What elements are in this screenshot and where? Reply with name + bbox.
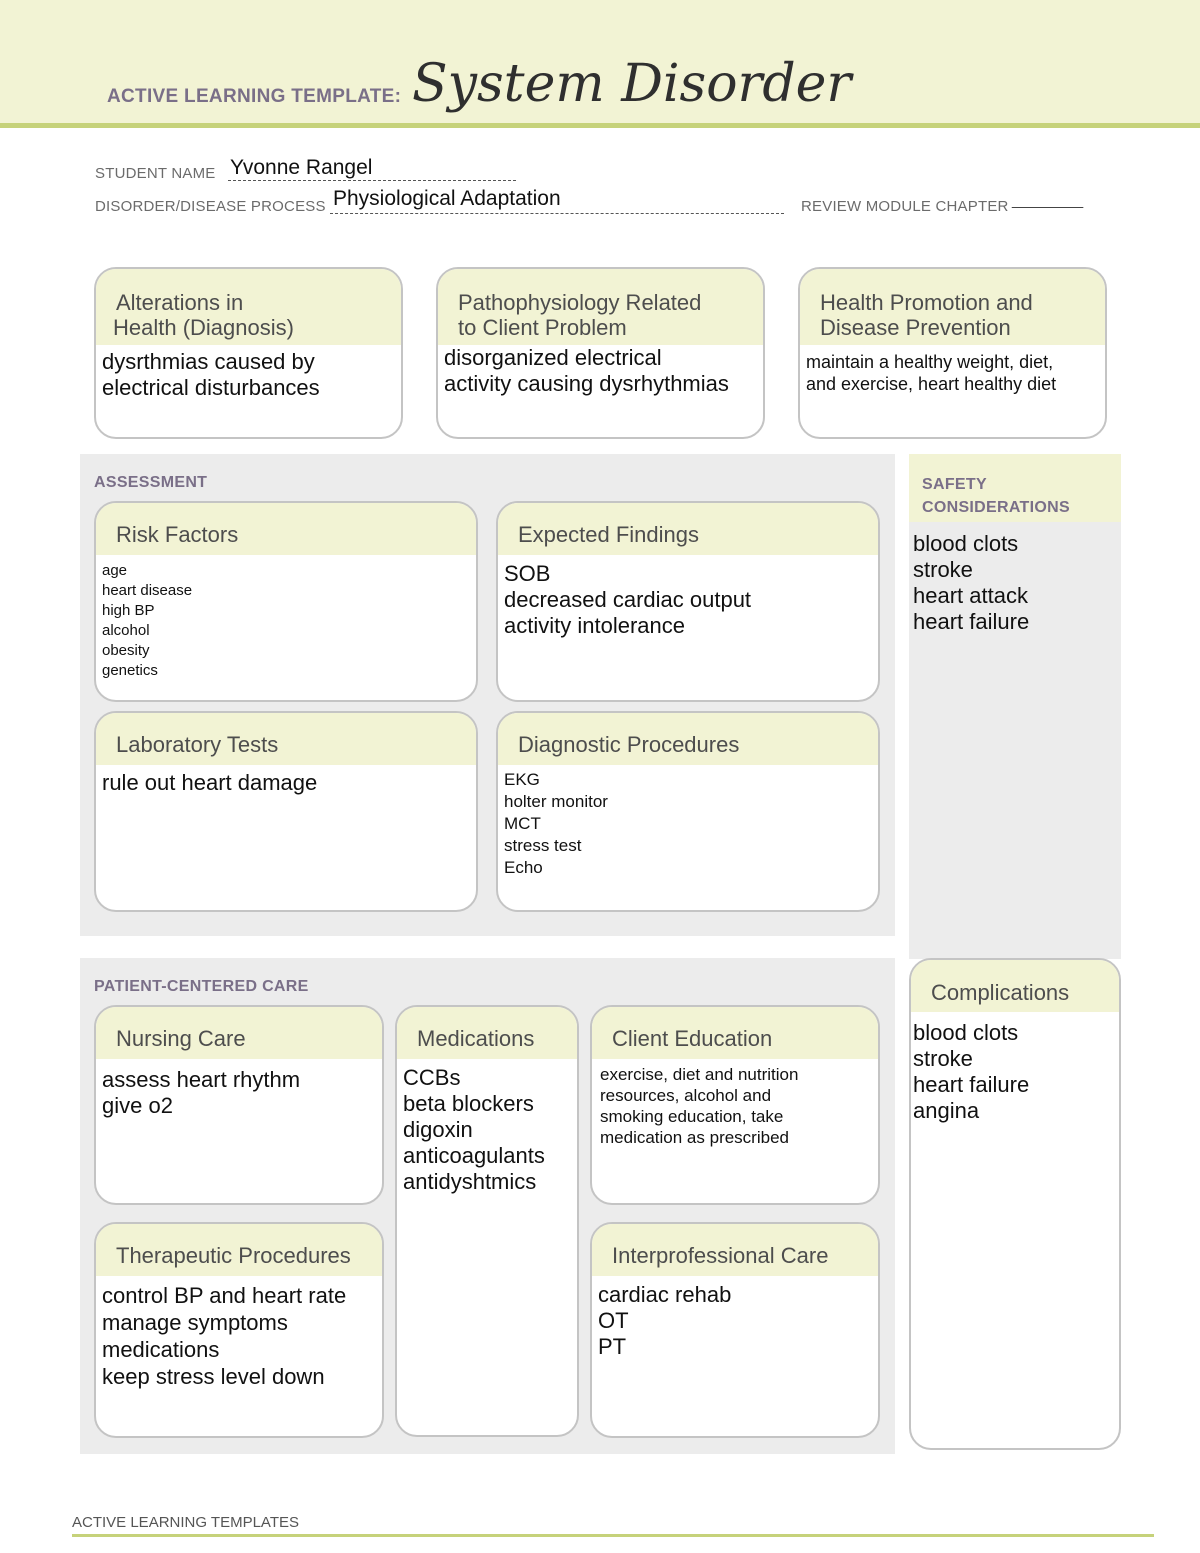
card-header xyxy=(800,269,1105,345)
card-text-line: decreased cardiac output xyxy=(504,587,752,612)
card-title-line: Pathophysiology Related xyxy=(458,290,702,315)
risk-factors-card xyxy=(94,501,478,702)
review-module-field[interactable]: ________ xyxy=(1012,192,1084,209)
patient-centered-care-title: PATIENT-CENTERED CARE xyxy=(94,978,309,995)
card-text-line: alcohol xyxy=(102,622,150,639)
card-text-line: stress test xyxy=(504,836,582,855)
student-name-label: STUDENT NAME xyxy=(95,165,216,182)
student-name-underline xyxy=(228,180,516,181)
card-text-line: beta blockers xyxy=(403,1091,534,1116)
card-text-line: heart failure xyxy=(913,1072,1030,1097)
card-text-line: antidyshtmics xyxy=(403,1169,537,1194)
alterations-in-health-card xyxy=(94,267,403,439)
assessment-title: ASSESSMENT xyxy=(94,474,208,491)
card-text-line: MCT xyxy=(504,814,541,833)
card-text-line: medication as prescribed xyxy=(600,1128,789,1147)
therapeutic-procedures-card xyxy=(94,1222,384,1438)
card-header: Complications xyxy=(911,960,1119,1012)
card-text-line: give o2 xyxy=(102,1093,173,1118)
card-text-line: genetics xyxy=(102,662,158,679)
card-content xyxy=(911,1012,1119,1128)
card-header: Laboratory Tests xyxy=(96,713,476,765)
nursing-care-card xyxy=(94,1005,384,1205)
card-text-line: EKG xyxy=(504,770,540,789)
card-text-line: maintain a healthy weight, diet, xyxy=(806,352,1054,372)
card-content xyxy=(96,555,476,685)
card-text-line: cardiac rehab xyxy=(598,1282,732,1307)
safety-text-line: heart failure xyxy=(913,609,1030,634)
card-text-line: PT xyxy=(598,1334,627,1359)
card-text-line: holter monitor xyxy=(504,792,608,811)
safety-title xyxy=(922,473,1070,519)
card-text-line: control BP and heart rate xyxy=(102,1283,347,1308)
card-header xyxy=(96,269,401,345)
complications-card xyxy=(909,958,1121,1450)
safety-text-line: heart attack xyxy=(913,583,1028,608)
card-header: Risk Factors xyxy=(96,503,476,555)
review-module-label: REVIEW MODULE CHAPTER xyxy=(801,198,1009,215)
safety-title-line: SAFETY xyxy=(922,476,987,493)
safety-text-line: blood clots xyxy=(913,531,1019,556)
card-header: Diagnostic Procedures xyxy=(498,713,878,765)
safety-content xyxy=(913,531,1029,635)
card-header: Client Education xyxy=(592,1007,878,1059)
health-promotion-card xyxy=(798,267,1107,439)
card-text-line: resources, alcohol and xyxy=(600,1086,772,1105)
pathophysiology-card xyxy=(436,267,765,439)
card-text-line: disorganized electrical xyxy=(444,345,662,370)
card-header: Nursing Care xyxy=(96,1007,382,1059)
card-text-line: age xyxy=(102,562,128,579)
card-text-line: Echo xyxy=(504,858,543,877)
card-text-line: activity intolerance xyxy=(504,613,685,638)
card-content xyxy=(397,1059,577,1199)
card-content xyxy=(96,1059,382,1123)
card-header: Interprofessional Care xyxy=(592,1224,878,1276)
card-text-line: stroke xyxy=(913,1046,973,1071)
safety-considerations-section xyxy=(909,454,1121,959)
card-text-line: keep stress level down xyxy=(102,1364,325,1389)
card-title-line: Health Promotion and xyxy=(820,290,1033,315)
card-content xyxy=(438,345,763,401)
safety-title-line: CONSIDERATIONS xyxy=(922,499,1070,516)
card-text-line: angina xyxy=(913,1098,980,1123)
card-text-line: smoking education, take xyxy=(600,1107,784,1126)
card-content xyxy=(96,1276,382,1394)
card-content xyxy=(592,1276,878,1364)
card-text-line: anticoagulants xyxy=(403,1143,545,1168)
card-text-line: high BP xyxy=(102,602,155,619)
card-header xyxy=(438,269,763,345)
card-title-line: to Client Problem xyxy=(458,315,627,340)
card-content xyxy=(800,345,1105,399)
card-text-line: exercise, diet and nutrition xyxy=(600,1065,799,1084)
card-content xyxy=(498,765,878,883)
card-text-line: OT xyxy=(598,1308,629,1333)
disorder-field[interactable]: Physiological Adaptation xyxy=(333,187,561,210)
laboratory-tests-card xyxy=(94,711,478,912)
card-header: Medications xyxy=(397,1007,577,1059)
card-title-line: Disease Prevention xyxy=(820,315,1011,340)
card-content xyxy=(96,345,401,405)
card-text-line: rule out heart damage xyxy=(102,770,318,795)
expected-findings-card xyxy=(496,501,880,702)
client-education-card xyxy=(590,1005,880,1205)
safety-text-line: stroke xyxy=(913,557,973,582)
card-title-line: Alterations in xyxy=(116,290,244,315)
card-text-line: medications xyxy=(102,1337,220,1362)
card-text-line: activity causing dysrhythmias xyxy=(444,371,729,396)
diagnostic-procedures-card xyxy=(496,711,880,912)
card-content xyxy=(498,555,878,643)
card-title-line: Health (Diagnosis) xyxy=(113,315,294,340)
card-header: Expected Findings xyxy=(498,503,878,555)
card-text-line: CCBs xyxy=(403,1065,461,1090)
card-content xyxy=(592,1059,878,1152)
card-text-line: manage symptoms xyxy=(102,1310,288,1335)
card-text-line: heart disease xyxy=(102,582,193,599)
page-title: System Disorder xyxy=(412,54,852,114)
header-divider xyxy=(0,123,1200,128)
card-content xyxy=(96,765,476,800)
card-text-line: dysrthmias caused by xyxy=(102,349,315,374)
card-text-line: SOB xyxy=(504,561,551,586)
card-text-line: blood clots xyxy=(913,1020,1019,1045)
card-header: Therapeutic Procedures xyxy=(96,1224,382,1276)
card-text-line: assess heart rhythm xyxy=(102,1067,301,1092)
card-text-line: digoxin xyxy=(403,1117,473,1142)
card-text-line: electrical disturbances xyxy=(102,375,320,400)
footer-label: ACTIVE LEARNING TEMPLATES xyxy=(72,1514,299,1531)
template-label: ACTIVE LEARNING TEMPLATE: xyxy=(107,86,402,107)
student-name-field[interactable]: Yvonne Rangel xyxy=(230,156,373,179)
interprofessional-care-card xyxy=(590,1222,880,1438)
card-text-line: and exercise, heart healthy diet xyxy=(806,374,1057,394)
disorder-label: DISORDER/DISEASE PROCESS xyxy=(95,198,326,215)
footer-divider xyxy=(72,1534,1154,1537)
card-text-line: obesity xyxy=(102,642,150,659)
disorder-underline xyxy=(330,213,784,214)
medications-card xyxy=(395,1005,579,1437)
